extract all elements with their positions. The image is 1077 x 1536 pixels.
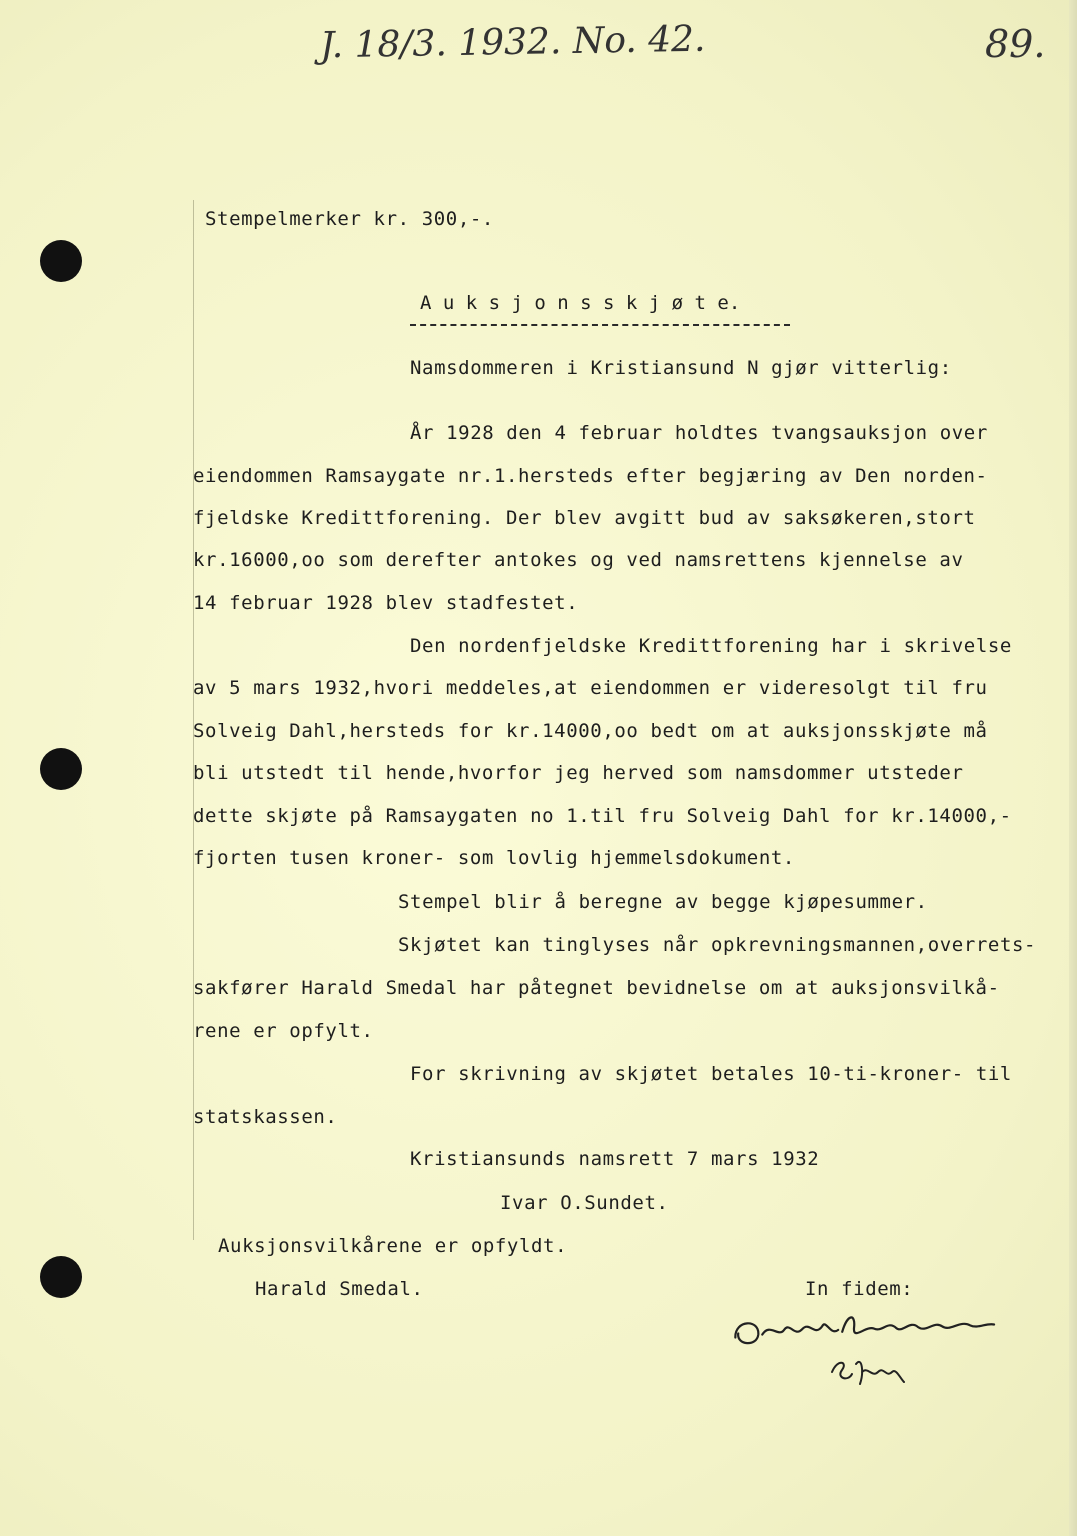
text-line: Namsdommeren i Kristiansund N gjør vitterlig: [410,357,952,379]
page-edge [1069,0,1077,1536]
stamp-duty-line: Stempelmerker kr. 300,-. [205,208,494,230]
header-stamp: J. 18/3. 1932. No. 42. [319,18,706,67]
text-line: sakfører Harald Smedal har påtegnet bevidnelse om at auksjonsvilkå- [193,977,1000,999]
text-line: fjorten tusen kroner- som lovlig hjemmelsdokument. [193,847,795,869]
text-line: Kristiansunds namsrett 7 mars 1932 [410,1148,820,1170]
text-line: Solveig Dahl,hersteds for kr.14000,oo bedt om at auksjonsskjøte må [193,720,988,742]
text-line: Den nordenfjeldske Kredittforening har i skrivelse [410,635,1012,657]
text-line: kr.16000,oo som derefter antokes og ved namsrettens kjennelse av [193,549,964,571]
punch-hole [40,240,82,282]
signature-title-mark [828,1352,908,1392]
text-line: Stempel blir å beregne av begge kjøpesummer. [398,891,928,913]
text-line: År 1928 den 4 februar holdtes tvangsauksjon over [410,422,988,444]
text-line: bli utstedt til hende,hvorfor jeg herved som namsdommer utsteder [193,762,964,784]
text-line: 14 februar 1928 blev stadfestet. [193,592,579,614]
text-line: dette skjøte på Ramsaygaten no 1.til fru Solveig Dahl for kr.14000,- [193,805,1012,827]
text-line: Ivar O.Sundet. [500,1192,669,1214]
text-line: Skjøtet kan tinglyses når opkrevningsmannen,overrets- [398,934,1037,956]
text-line: For skrivning av skjøtet betales 10-ti-kroner- til [410,1063,1012,1085]
text-line: In fidem: [805,1278,914,1300]
text-line: Harald Smedal. [255,1278,424,1300]
punch-hole [40,748,82,790]
text-line: av 5 mars 1932,hvori meddeles,at eiendommen er videresolgt til fru [193,677,988,699]
text-line: Auksjonsvilkårene er opfyldt. [218,1235,568,1257]
page-number: 89. [985,22,1046,66]
handwritten-signature [729,1300,1000,1349]
title-underline [410,324,790,326]
text-line: fjeldske Kredittforening. Der blev avgitt bud av saksøkeren,stort [193,507,976,529]
text-line: statskassen. [193,1106,338,1128]
text-line: rene er opfylt. [193,1020,374,1042]
punch-hole [40,1256,82,1298]
text-line: eiendommen Ramsaygate nr.1.hersteds efter begjæring av Den norden- [193,465,988,487]
document-title: A u k s j o n s s k j ø t e. [420,292,741,314]
